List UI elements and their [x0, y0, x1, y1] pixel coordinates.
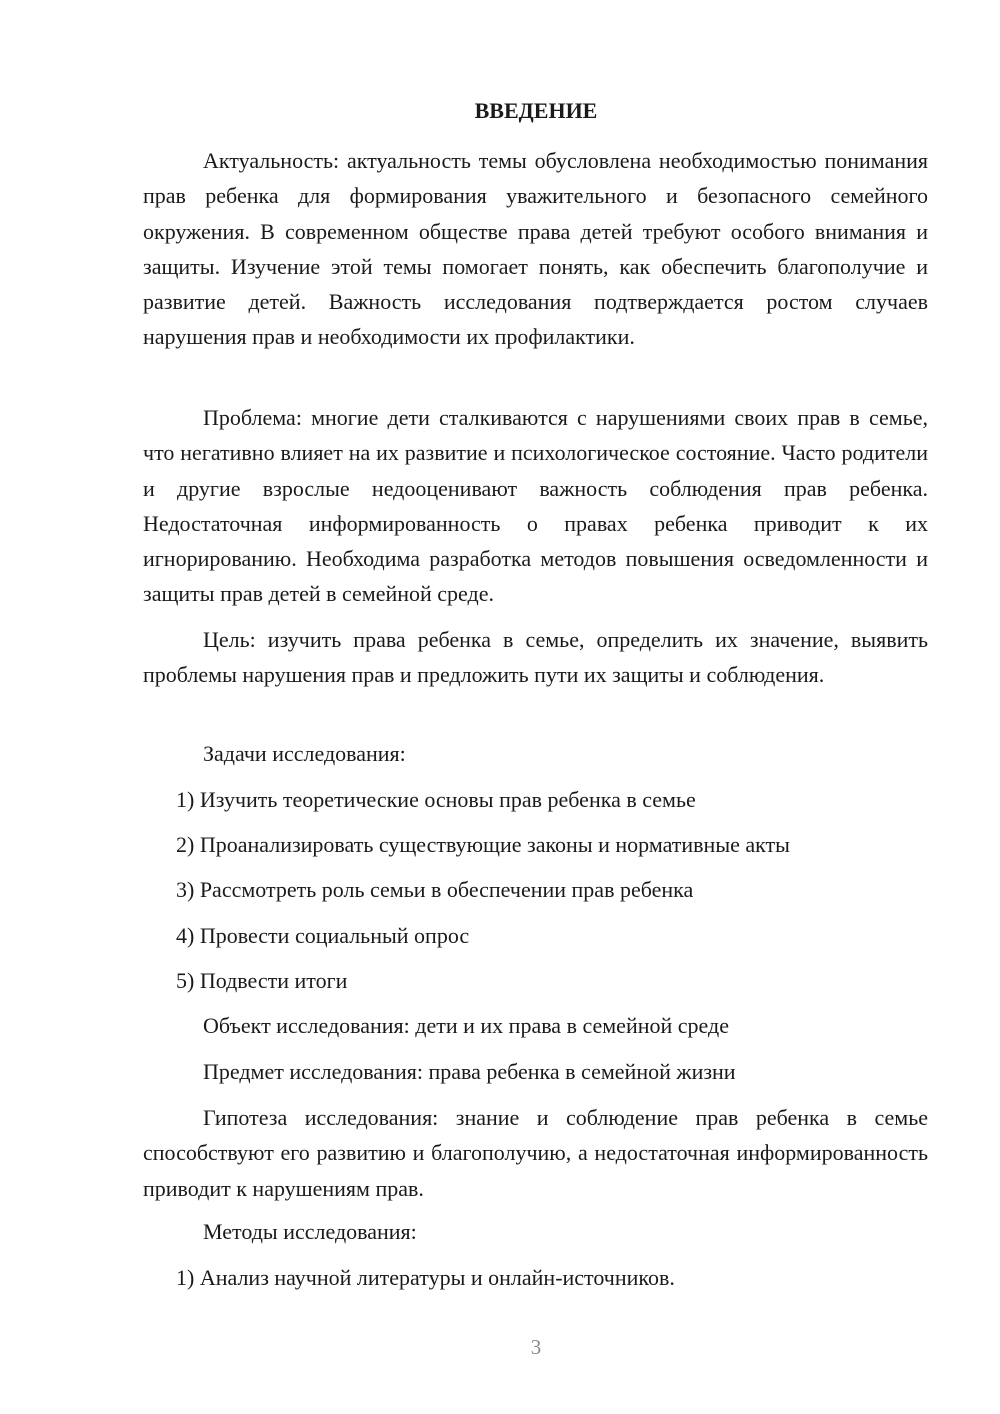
research-object: Объект исследования: дети и их права в семейной среде [203, 1013, 729, 1038]
task-item-1: 1) Изучить теоретические основы прав ребенка в семье [176, 787, 696, 812]
methods-heading: Методы исследования: [203, 1219, 417, 1244]
task-item-5: 5) Подвести итоги [176, 968, 348, 993]
task-item-3: 3) Рассмотреть роль семьи в обеспечении прав ребенка [176, 877, 694, 902]
goal-paragraph: Цель: изучить права ребенка в семье, определить их значение, выявить проблемы нарушения прав и предложить пути их защиты и соблюдения. [143, 627, 928, 688]
page-number: 3 [530, 1335, 542, 1359]
method-item-1: 1) Анализ научной литературы и онлайн-источников. [176, 1265, 675, 1290]
hypothesis-paragraph: Гипотеза исследования: знание и соблюдение прав ребенка в семье способствуют его развитию и благополучию, а недостаточная информированность приводит к нарушениям прав. [143, 1105, 928, 1201]
tasks-heading: Задачи исследования: [203, 741, 406, 766]
task-item-2: 2) Проанализировать существующие законы и нормативные акты [176, 832, 790, 857]
relevance-paragraph: Актуальность: актуальность темы обусловлена необходимостью понимания прав ребенка для формирования уважительного и безопасного семейного окружения. В современном обществе права детей требуют особого внимания и защиты. Изучение этой темы помогает понять, как обеспечить благополучие и развитие детей. Важность исследования подтверждается ростом случаев нарушения прав и необходимости их профилактики. [143, 148, 928, 350]
page-title: ВВЕДЕНИЕ [474, 98, 598, 123]
problem-paragraph: Проблема: многие дети сталкиваются с нарушениями своих прав в семье, что негативно влияет на их развитие и психологическое состояние. Часто родители и другие взрослые недооценивают важность соблюдения прав ребенка. Недостаточная информированность о правах ребенка приводит к их игнорированию. Необходима разработка методов повышения осведомленности и защиты прав детей в семейной среде. [143, 405, 928, 607]
task-item-4: 4) Провести социальный опрос [176, 923, 470, 948]
research-subject: Предмет исследования: права ребенка в семейной жизни [203, 1059, 736, 1084]
